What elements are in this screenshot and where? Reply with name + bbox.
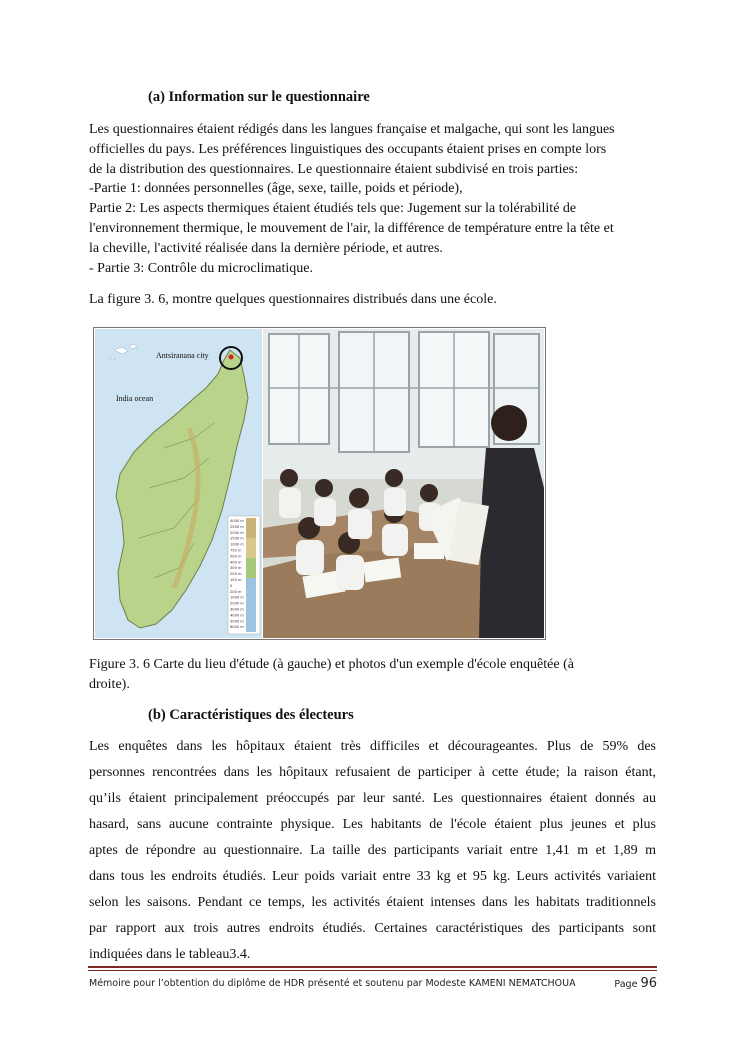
paragraph-line: qu’ils étaient principalement préoccupés par leur santé. Les questionnaires étaient donnés au: [89, 791, 656, 806]
legend-label: 4000 m: [230, 519, 244, 523]
paragraph-line: -Partie 1: données personnelles (âge, sexe, taille, poids et période),: [89, 181, 463, 197]
legend-label: 0: [230, 583, 233, 588]
legend-label: 5000 m: [230, 619, 244, 624]
legend-label: 400 m: [230, 560, 242, 565]
page-number: 96: [640, 976, 657, 991]
legend-label: 2500 m: [230, 524, 244, 529]
legend-label: 1500 m: [230, 536, 244, 541]
section-a-heading: (a) Information sur le questionnaire: [148, 89, 370, 105]
page-number-block: [614, 976, 657, 991]
paragraph-line: indiquées dans le tableau3.4.: [89, 947, 251, 962]
paragraph-line: hasard, sans aucune contrainte physique. Les habitants de l'école étaient plus jeunes et plus: [89, 817, 656, 832]
map-label-ocean: India ocean: [116, 394, 154, 403]
madagascar-map: [95, 329, 262, 638]
paragraph-line: Partie 2: Les aspects thermiques étaient étudiés tels que: Jugement sur la tolérabilité de: [89, 201, 577, 217]
legend-label: 4000 m: [230, 613, 244, 618]
legend-label: 6000 m: [230, 625, 244, 630]
legend-label: 750 m: [230, 548, 242, 553]
footer-text: Mémoire pour l’obtention du diplôme de HDR présenté et soutenu par Modeste KAMENI NEMATCHOUA: [89, 978, 576, 989]
elevation-legend: [228, 516, 260, 634]
paragraph-line: Les enquêtes dans les hôpitaux étaient très difficiles et décourageantes. Plus de 59% des: [89, 739, 656, 754]
section-a-paragraph: [89, 120, 657, 278]
legend-label: 1000 m: [230, 542, 244, 547]
section-b-paragraph: [89, 734, 656, 968]
legend-label: 2000 m: [230, 530, 244, 535]
map-label-city: Antsiranana city: [156, 351, 209, 360]
legend-label: 3000 m: [230, 607, 244, 612]
section-b-heading: (b) Caractéristiques des électeurs: [148, 707, 354, 723]
legend-label: 300 m: [230, 566, 242, 571]
figure-graphic: [94, 328, 545, 639]
figure-3-6: [93, 327, 546, 640]
page-footer: [89, 978, 657, 989]
page-label: Page: [614, 979, 638, 990]
legend-label: 1000 m: [230, 595, 244, 600]
paragraph-line: de la distribution des questionnaires. Le questionnaire étaient subdivisé en trois parties:: [89, 161, 579, 177]
caption-line: Figure 3. 6 Carte du lieu d'étude (à gauche) et photos d'un exemple d'école enquêtée (à: [89, 657, 574, 672]
paragraph-line: dans tous les endroits étudiés. Leur poids variait entre 33 kg et 95 kg. Leurs activités variaient: [89, 869, 656, 884]
legend-label: 100 m: [230, 578, 242, 582]
footer-rule: [88, 970, 657, 971]
paragraph-line: personnes rencontrées dans les hôpitaux refusaient de participer à cette étude; la raison étant,: [89, 765, 656, 780]
legend-label: 2000 m: [230, 601, 244, 606]
legend-label: 200 m: [230, 589, 242, 594]
paragraph-line: par rapport aux trois autres endroits étudiés. Certaines caractéristiques des participants sont: [89, 921, 656, 936]
footer-rule: [88, 966, 657, 968]
legend-label: 200 m: [230, 572, 242, 577]
figure-caption: [89, 655, 649, 695]
paragraph-line: selon les saisons. Pendant ce temps, les activités étaient intenses dans les habitats traditionnels: [89, 895, 656, 910]
figure-intro-line: La figure 3. 6, montre quelques questionnaires distribués dans une école.: [89, 292, 497, 307]
legend-label: 500 m: [230, 554, 242, 559]
location-marker-dot: [229, 355, 234, 360]
paragraph-line: - Partie 3: Contrôle du microclimatique.: [89, 260, 313, 276]
classroom-photo: [263, 329, 544, 638]
caption-line: droite).: [89, 677, 130, 692]
paragraph-line: la cheville, l'activité réalisée dans la dernière période, et autres.: [89, 240, 443, 256]
paragraph-line: officielles du pays. Les préférences linguistiques des occupants étaient prises en compte lors: [89, 141, 607, 157]
paragraph-line: Les questionnaires étaient rédigés dans les langues française et malgache, qui sont les langues: [89, 122, 615, 137]
paragraph-line: aptes de répondre au questionnaire. La taille des participants variait entre 1,41 m et 1,89 m: [89, 843, 656, 858]
paragraph-line: l'environnement thermique, le mouvement de l'air, la différence de température entre la tête et: [89, 220, 614, 236]
figure-intro-text: [89, 290, 657, 310]
